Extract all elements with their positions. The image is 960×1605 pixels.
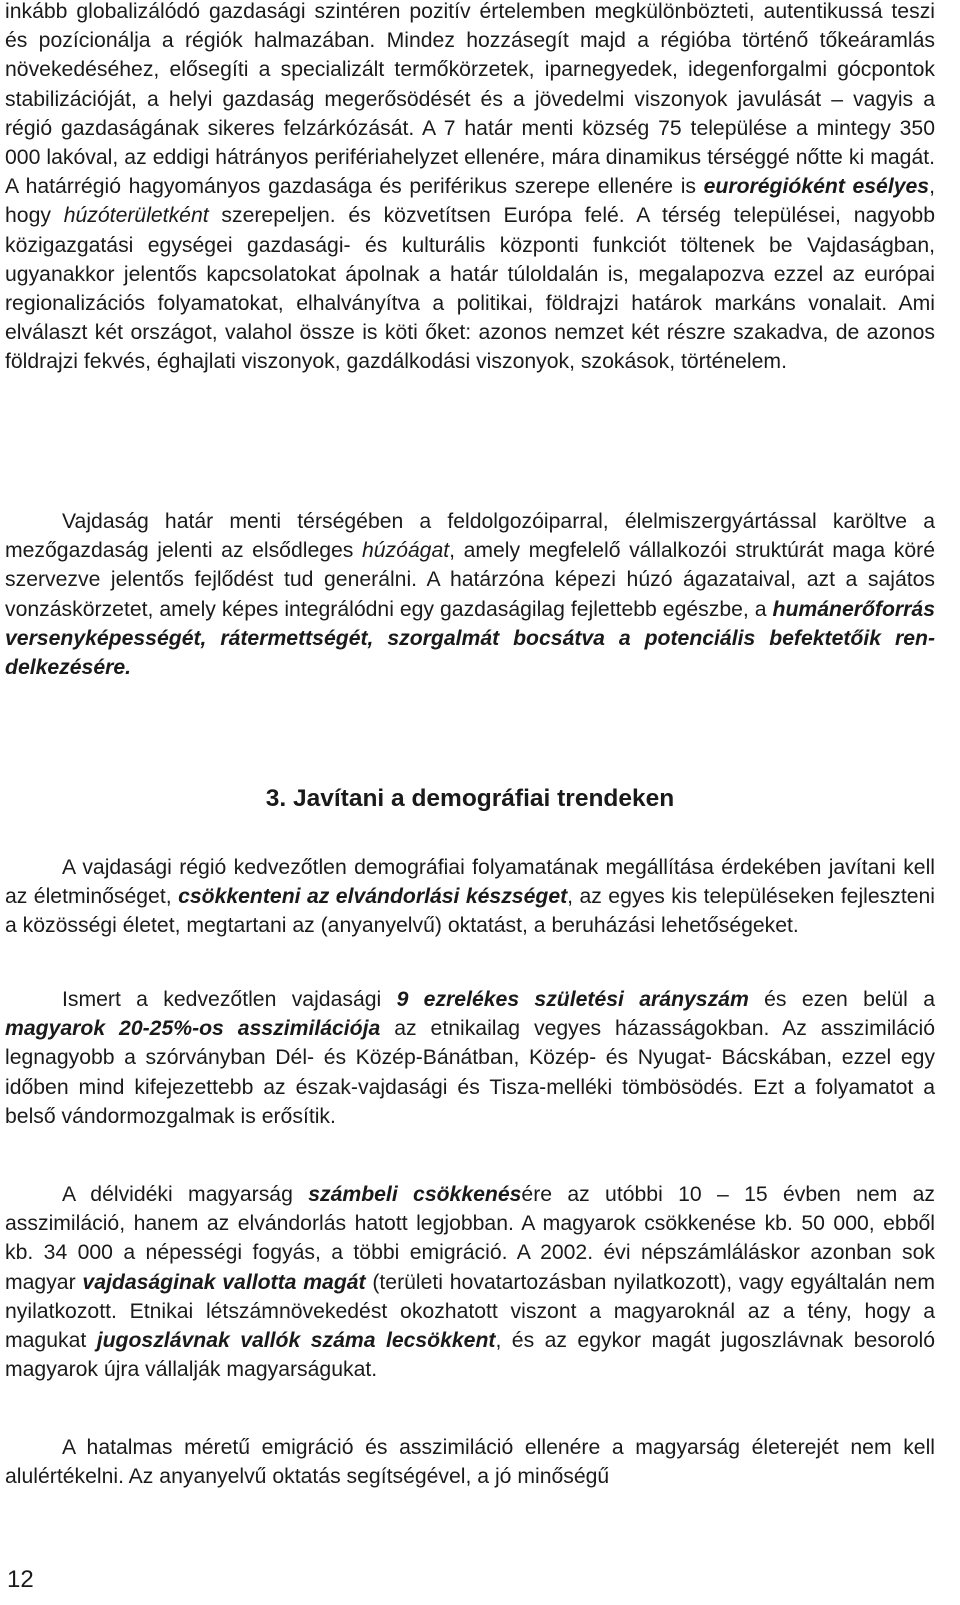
text-run: , hogy [5, 175, 935, 228]
emphasis-bold-italic: vajdaságinak vallotta magát [82, 1270, 366, 1294]
text-run: A hatalmas méretű emigráció és asszimiláció ellenére a magyarság életerejét nem kell alulértékelni. Az anyanyelvű oktatás segítségével, a jó minőségű [5, 1436, 935, 1489]
paragraph-demographic-process [5, 853, 935, 941]
paragraph-regional-economy [5, 0, 935, 377]
emphasis-bold-italic: humánerőforrás versenyképességét, rátermettségét, szorgalmát bocsátva a potenciális befektetőik rendelkezésére. [5, 597, 935, 680]
text-run: és ezen belül a [748, 988, 936, 1011]
text-run: Ismert a kedvezőtlen vajdasági [62, 988, 397, 1011]
paragraph-emigration [5, 1433, 935, 1491]
text-run: Vajdaság határ menti térségében a feldolgozóiparral, élelmiszergyártással karöltve a mezőgazdaság jelenti az elsődleges [5, 510, 935, 563]
section-heading: 3. Javítani a demográfiai trendeken [265, 785, 675, 812]
emphasis-italic: húzóterületként [63, 204, 209, 228]
text-run: , az egyes kis településeken fejleszteni a közösségi életet, megtartani az (anyanyelvű) oktatást, a beruházási lehetőségeket. [5, 885, 936, 938]
text-run: , amely megfelelő vállalkozói struktúrát maga köré szervezve jelentős fejlődést tud generálni. A határzóna képezi húzó ágazataival, azt a sajátos vonzáskörzetet, amely képes integrálódni egy gazdaságilag fejlettebb egészbe, a [5, 539, 935, 621]
text-run: szerepeljen. és közvetítsen Európa felé. A térség települései, nagyobb közigazgatási egységei gazdasági- és kulturális központi funkciót töltenek be Vajdaságban, ugyanakkor jelentős kapcsolatokat ápolnak a határ túloldalán is, megalapozva ezzel az európai regionalizációs folyamatokat, elhalványítva a politikai, földrajzi határok markáns vonalait. Ami elválaszt két országot, valahol össze is köti őket: azonos nemzet két részre szakadva, de azonos földrajzi fekvés, éghajlati viszonyok, gazdálkodási viszonyok, szokások, történelem. [5, 204, 935, 374]
paragraph-birth-rate [5, 985, 935, 1131]
emphasis-bold-italic: 9 ezrelékes születési arányszám [396, 988, 749, 1011]
emphasis-italic: húzóágat [361, 539, 450, 563]
paragraph-population-decline [5, 1180, 935, 1384]
emphasis-bold-italic: számbeli csökkenés [308, 1183, 522, 1206]
text-run: az etnikailag vegyes házasságokban. Az asszimiláció legnagyobb a szórványban Dél- és Közép-Bánátban, Közép- és Nyugat- Bácskában, ezzel egy időben mind kifejezettebb az észak-vajdasági és Tisza-melléki tömbösödés. Ezt a folyamatot a belső vándormozgalmak is erősítik. [5, 1017, 935, 1128]
emphasis-bold-italic: magyarok 20-25%-os asszimilációja [5, 1017, 381, 1041]
emphasis-bold-italic: jugoszlávnak vallók száma lecsökkent [96, 1329, 496, 1353]
emphasis-bold-italic: eurorégióként esélyes [703, 175, 930, 199]
text-run: A vajdasági régió kedvezőtlen demográfiai folyamatának megállítása érdekében javítani kell az életminőséget, [5, 856, 935, 909]
text-run: , és az egykor magát jugoszlávnak besoroló magyarok újra vállalják magyarságukat. [5, 1329, 935, 1382]
paragraph-border-economy [5, 507, 935, 682]
text-run: inkább globalizálódó gazdasági szintéren pozitív értelemben megkülönbözteti, autentikussá teszi és pozícionálja a régiók halmazában. Mindez hozzásegít majd a régióba történő tőkeáramlás növekedéséhez, elősegíti a specializált termőkörzetek, iparnegyedek, idegenforgalmi gócpontok stabilizációját, a helyi gazdaság megerősödését és a jövedelmi viszonyok javulását – vagyis a régió gazdaságának sikeres felzárkózását. A 7 határ menti község 75 települése a mintegy 350 000 lakóval, az eddigi hátrányos perifériahelyzet ellenére, mára dinamikus térséggé nőtte ki magát. A határrégió hagyományos gazdasága és periférikus szerepe ellenére is [5, 0, 935, 199]
emphasis-bold-italic: csökkenteni az elvándorlási készséget [178, 885, 568, 909]
text-run: A délvidéki magyarság [62, 1183, 309, 1206]
page-number: 12 [7, 1566, 34, 1593]
text-run: ére az utóbbi 10 – 15 évben nem az asszimiláció, hanem az elvándorlás hatott legjobban. A magyarok csökkenése kb. 50 000, ebből kb. 34 000 a népességi fogyás, a többi emigráció. A 2002. évi népszámláláskor azonban sok magyar [5, 1183, 935, 1294]
text-run: (területi hovatartozásban nyilatkozott), vagy egyáltalán nem nyilatkozott. Etnikai létszámnövekedést okozhatott viszont a magyaroknál az a tény, hogy a magukat [5, 1270, 935, 1353]
